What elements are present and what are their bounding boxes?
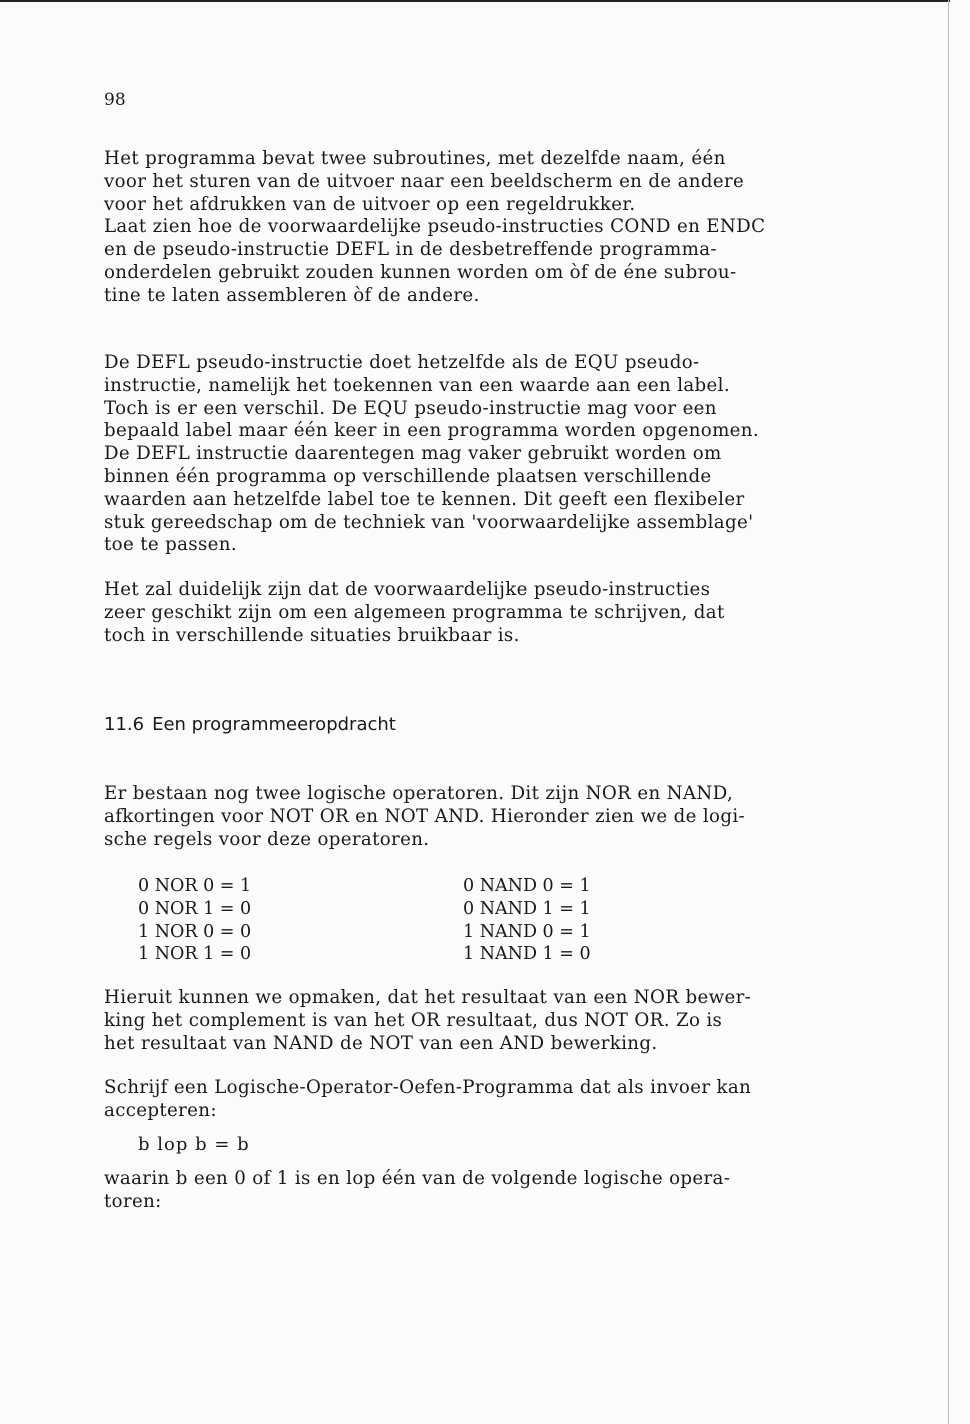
text-line: Schrijf een Logische-Operator-Oefen-Programma dat als invoer kan: [104, 1077, 752, 1098]
section-title: Een programmeeropdracht: [152, 714, 396, 735]
text-line: toe te passen.: [104, 534, 237, 556]
nor-rule: 1 NOR 0 = 0: [138, 921, 252, 942]
text-line: toren:: [104, 1190, 162, 1212]
paragraph-assignment: [104, 1077, 844, 1123]
text-line: Het programma bevat twee subroutines, met dezelfde naam, één: [104, 148, 726, 169]
text-line: Hieruit kunnen we opmaken, dat het resultaat van een NOR bewer-: [104, 987, 752, 1008]
section-number: 11.6: [104, 714, 145, 735]
input-formula: b lop b = b: [138, 1134, 250, 1155]
paragraph-conditional: [104, 579, 844, 647]
nand-rule: 1 NAND 0 = 1: [463, 921, 591, 942]
nand-rule: 0 NAND 1 = 1: [463, 898, 591, 919]
top-edge-rule: [0, 0, 950, 2]
text-line: De DEFL instructie daarentegen mag vaker gebruikt worden om: [104, 443, 722, 465]
nor-rule: 0 NOR 1 = 0: [138, 898, 252, 919]
nand-rule: 1 NAND 1 = 0: [463, 944, 591, 965]
nand-rule: 0 NAND 0 = 1: [463, 876, 591, 896]
text-line: voor het sturen van de uitvoer naar een beeldscherm en de andere: [104, 170, 745, 192]
right-edge-rule: [948, 0, 949, 1424]
text-line: en de pseudo-instructie DEFL in de desbetreffende programma-: [104, 239, 717, 261]
text-line: Het zal duidelijk zijn dat de voorwaardelijke pseudo-instructies: [104, 579, 711, 600]
nor-rule: 1 NOR 1 = 0: [138, 944, 252, 965]
paragraph-operators: [104, 783, 844, 851]
text-line: De DEFL pseudo-instructie doet hetzelfde als de EQU pseudo-: [104, 352, 700, 373]
text-line: het resultaat van NAND de NOT van een AND bewerking.: [104, 1032, 658, 1054]
paragraph-complement: [104, 987, 844, 1055]
text-line: onderdelen gebruikt zouden kunnen worden om òf de éne subrou-: [104, 261, 737, 283]
text-line: waarin b een 0 of 1 is en lop één van de volgende logische opera-: [104, 1168, 731, 1189]
nor-truth-table: [138, 875, 251, 966]
text-line: accepteren:: [104, 1099, 217, 1121]
paragraph-operator-list: [104, 1168, 844, 1214]
text-line: sche regels voor deze operatoren.: [104, 828, 430, 850]
text-line: binnen één programma op verschillende plaatsen verschillende: [104, 465, 712, 487]
text-line: toch in verschillende situaties bruikbaar is.: [104, 624, 520, 646]
page-number: 98: [104, 90, 126, 110]
nor-rule: 0 NOR 0 = 1: [138, 876, 252, 896]
text-line: Toch is er een verschil. De EQU pseudo-instructie mag voor een: [104, 397, 717, 419]
paragraph-defl: [104, 352, 844, 557]
text-line: tine te laten assembleren òf de andere.: [104, 284, 480, 306]
section-heading: [104, 714, 396, 735]
paragraph-subroutines: [104, 148, 844, 308]
text-line: instructie, namelijk het toekennen van een waarde aan een label.: [104, 374, 730, 396]
text-line: voor het afdrukken van de uitvoer op een regeldrukker.: [104, 193, 636, 215]
nand-truth-table: [463, 875, 591, 966]
text-line: stuk gereedschap om de techniek van 'voorwaardelijke assemblage': [104, 511, 754, 533]
text-line: Er bestaan nog twee logische operatoren. Dit zijn NOR en NAND,: [104, 783, 734, 804]
text-line: afkortingen voor NOT OR en NOT AND. Hieronder zien we de logi-: [104, 805, 745, 827]
text-line: zeer geschikt zijn om een algemeen programma te schrijven, dat: [104, 601, 725, 623]
text-line: waarden aan hetzelfde label toe te kennen. Dit geeft een flexibeler: [104, 488, 745, 510]
text-line: bepaald label maar één keer in een programma worden opgenomen.: [104, 420, 759, 442]
text-line: king het complement is van het OR resultaat, dus NOT OR. Zo is: [104, 1009, 723, 1031]
text-line: Laat zien hoe de voorwaardelijke pseudo-instructies COND en ENDC: [104, 216, 766, 238]
